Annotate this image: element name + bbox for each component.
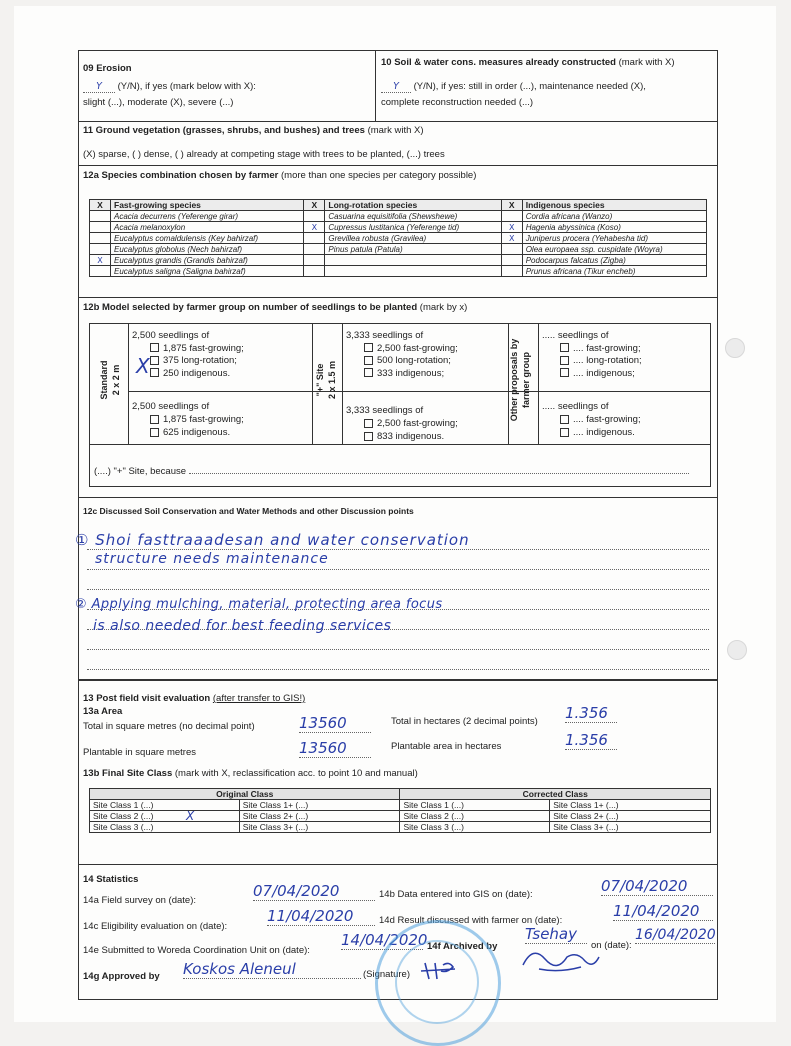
because-line (189, 473, 689, 474)
divider (79, 864, 717, 865)
table-row (90, 811, 711, 822)
option-text: 2,500 fast-growing; (377, 342, 458, 354)
divider (128, 391, 710, 392)
erosion-title: 09 Erosion (83, 63, 132, 74)
checkbox[interactable] (150, 368, 159, 377)
total-sqm-value[interactable]: 13560 (299, 714, 371, 733)
other-proposals-label: Other proposals by farmer group (509, 338, 531, 422)
option-line (542, 413, 641, 426)
punch-hole-bottom (727, 640, 747, 660)
standard-a-mark: X (136, 354, 150, 378)
swc-title: 10 Soil & water cons. measures already constructed (381, 57, 616, 68)
stat-14d-value[interactable]: 11/04/2020 (613, 902, 713, 921)
divider (312, 324, 313, 444)
species-table (89, 199, 707, 277)
fast-growing-header: Fast-growing species (111, 200, 304, 211)
stat-14f-label: 14f Archived by (427, 941, 498, 952)
table-row (90, 244, 707, 255)
species-mark (304, 244, 325, 255)
stats-title: 14 Statistics (83, 874, 139, 885)
vegetation-title: 11 Ground vegetation (grasses, shrubs, and bushes) and trees (83, 125, 365, 136)
divider (79, 497, 717, 498)
species-cell: Olea europaea ssp. cuspidate (Woyra) (522, 244, 706, 255)
species-cell (325, 266, 501, 277)
species-mark (90, 222, 111, 233)
option-text: 500 long-rotation; (377, 355, 451, 366)
model-title-note: (mark by x) (419, 302, 468, 313)
option-line (542, 355, 642, 368)
stat-14b-value[interactable]: 07/04/2020 (601, 877, 713, 896)
option-text: 250 indigenous. (163, 367, 231, 379)
swc-yn-text: (Y/N), if yes: still in order (...), maintenance needed (X), (413, 81, 646, 92)
x-col-header: X (90, 200, 111, 211)
stat-14e-label: 14e Submitted to Woreda Coordination Unit on (date): (83, 945, 310, 956)
option-line (542, 368, 642, 381)
plantable-ha-value[interactable]: 1.356 (565, 731, 617, 750)
stat-14b-label: 14b Data entered into GIS on (date): (379, 889, 533, 900)
class-cell[interactable]: Site Class 3 (...) (90, 822, 240, 833)
class-cell[interactable]: Site Class 1+ (...) (239, 800, 400, 811)
class-cell[interactable]: Site Class 3 (...) (400, 822, 550, 833)
option-text: .... fast-growing; (573, 414, 641, 425)
erosion-yn-mark: Y (83, 81, 115, 93)
option-head: ..... seedlings of (542, 401, 609, 412)
checkbox[interactable] (364, 432, 373, 441)
table-row (90, 800, 711, 811)
eval-title-note: (after transfer to GIS!) (212, 693, 306, 704)
class-title: 13b Final Site Class (83, 768, 173, 779)
species-cell: Pinus patula (Patula) (325, 244, 501, 255)
class-cell[interactable]: Site Class 3+ (...) (239, 822, 400, 833)
plus-option-a[interactable] (346, 330, 458, 380)
option-head: 2,500 seedlings of (132, 401, 210, 412)
table-row (90, 266, 707, 277)
species-mark: X (501, 233, 522, 244)
checkbox[interactable] (150, 415, 159, 424)
class-cell[interactable]: Site Class 1 (...) (90, 800, 240, 811)
discussion-note-1a: ① Shoi fasttraaadesan and water conservation (75, 531, 470, 549)
class-title-note: (mark with X, reclassification acc. to point 10 and manual) (174, 768, 418, 779)
option-text: .... long-rotation; (573, 355, 642, 366)
species-cell: Casuarina equisitifolia (Shewshewe) (325, 211, 501, 222)
option-line (346, 368, 458, 381)
form-frame (75, 50, 718, 1000)
standard-label: Standard 2 x 2 m (99, 360, 121, 400)
model-title-row (83, 302, 467, 313)
discussion-note-2b: is also needed for best feeding services (93, 618, 392, 634)
species-title-note: (more than one species per category possible) (281, 170, 477, 181)
class-cell-marked[interactable] (90, 811, 240, 822)
option-text: 1,875 fast-growing; (163, 414, 244, 425)
species-header-row (90, 200, 707, 211)
plus-site-because-row[interactable] (94, 466, 702, 477)
option-head: 3,333 seedlings of (346, 405, 424, 416)
species-mark: X (90, 255, 111, 266)
species-mark (90, 266, 111, 277)
stat-14e-value[interactable]: 14/04/2020 (341, 931, 428, 949)
corrected-class-header: Corrected Class (400, 789, 711, 800)
stat-14d-label: 14d Result discussed with farmer on (date): (379, 915, 563, 926)
species-cell (325, 255, 501, 266)
checkbox[interactable] (560, 356, 569, 365)
model-title: 12b Model selected by farmer group on number of seedlings to be planted (83, 302, 418, 313)
writing-line (87, 669, 709, 670)
option-line (542, 343, 642, 356)
species-mark (501, 244, 522, 255)
option-text: .... indigenous. (573, 427, 635, 438)
discussion-note-1b: structure needs maintenance (95, 551, 329, 567)
signature-label: (Signature) (363, 969, 410, 980)
option-text: 333 indigenous; (377, 367, 445, 379)
stat-14f-date-label: on (date): (591, 940, 632, 951)
stat-14f-name[interactable]: Tsehay (525, 925, 587, 944)
species-cell: Prunus africana (Tikur encheb) (522, 266, 706, 277)
species-mark (501, 266, 522, 277)
model-box (89, 323, 711, 487)
option-line (346, 417, 458, 430)
divider (375, 51, 376, 121)
table-row (90, 222, 707, 233)
stat-14f-value[interactable]: 16/04/2020 (635, 927, 716, 943)
option-line (346, 343, 458, 356)
writing-line (87, 549, 709, 550)
option-text: 375 long-rotation; (163, 355, 237, 366)
punch-hole-top (725, 338, 745, 358)
table-row (90, 211, 707, 222)
option-line (132, 426, 244, 439)
species-mark (304, 266, 325, 277)
total-sqm-label: Total in square metres (no decimal point) (83, 721, 255, 732)
writing-line (87, 589, 709, 590)
option-text: 1,875 fast-growing; (163, 342, 244, 354)
species-cell: Eucalyptus grandis (Grandis bahirzaf) (111, 255, 304, 266)
species-cell: Acacia decurrens (Yeferenge girar) (111, 211, 304, 222)
erosion-yn-row (83, 81, 256, 93)
species-mark (304, 233, 325, 244)
checkbox[interactable] (150, 356, 159, 365)
species-cell: Cordia africana (Wanzo) (522, 211, 706, 222)
class-mark: X (186, 809, 195, 823)
plus-option-b[interactable] (346, 404, 458, 443)
class-header-row (90, 789, 711, 800)
official-stamp-inner (395, 940, 479, 1024)
option-head: 3,333 seedlings of (346, 330, 424, 341)
stat-14c-value[interactable]: 11/04/2020 (267, 907, 375, 926)
table-row (90, 255, 707, 266)
plantable-sqm-value[interactable]: 13560 (299, 739, 371, 758)
other-option-a[interactable] (542, 330, 642, 380)
stat-14a-value[interactable]: 07/04/2020 (253, 882, 375, 901)
species-mark (90, 233, 111, 244)
stat-14a-label: 14a Field survey on (date): (83, 895, 197, 906)
vegetation-options: (X) sparse, ( ) dense, ( ) already at competing stage with trees to be planted, (...) trees (83, 149, 445, 160)
divider (79, 679, 717, 681)
table-row (90, 233, 707, 244)
swc-title-note: (mark with X) (618, 57, 675, 68)
species-mark (501, 211, 522, 222)
checkbox[interactable] (560, 428, 569, 437)
original-class-header: Original Class (90, 789, 400, 800)
species-cell: Eucalyptus saligna (Saligna bahirzaf) (111, 266, 304, 277)
checkbox[interactable] (560, 368, 569, 377)
option-line (132, 413, 244, 426)
species-cell: Eucalyptus comaldulensis (Key bahirzaf) (111, 233, 304, 244)
plantable-sqm-label: Plantable in square metres (83, 747, 197, 758)
total-ha-value[interactable]: 1.356 (565, 704, 617, 723)
swc-line2: complete reconstruction needed (...) (381, 97, 534, 108)
option-text: .... indigenous; (573, 367, 635, 379)
species-cell: Eucalyptus globolus (Nech bahirzaf) (111, 244, 304, 255)
standard-option-b[interactable] (132, 400, 244, 439)
class-cell[interactable]: Site Class 2+ (...) (239, 811, 400, 822)
eval-title: 13 Post field visit evaluation (83, 693, 211, 704)
option-head: 2,500 seedlings of (132, 330, 210, 341)
species-cell: Hagenia abyssinica (Koso) (522, 222, 706, 233)
species-title-row (83, 170, 476, 181)
site-class-table (89, 788, 711, 833)
checkbox[interactable] (150, 343, 159, 352)
table-row (90, 822, 711, 833)
divider (79, 165, 717, 166)
other-option-b[interactable] (542, 400, 641, 439)
stat-14g-label: 14g Approved by (83, 971, 160, 982)
checkbox[interactable] (364, 343, 373, 352)
class-cell[interactable]: Site Class 1 (...) (400, 800, 550, 811)
option-line (542, 426, 641, 439)
species-mark: X (304, 222, 325, 233)
class-cell-text: Site Class 2 (...) (93, 811, 154, 821)
eval-title-row (83, 693, 305, 704)
species-mark (90, 211, 111, 222)
vegetation-title-note: (mark with X) (367, 125, 424, 136)
checkbox[interactable] (560, 415, 569, 424)
divider (90, 444, 710, 445)
species-mark: X (501, 222, 522, 233)
checkbox[interactable] (364, 356, 373, 365)
plus-site-label: "+" Site 2 x 1.5 m (315, 360, 337, 400)
option-text: .... fast-growing; (573, 342, 641, 354)
checkbox[interactable] (364, 419, 373, 428)
discussion-title: 12c Discussed Soil Conservation and Water Methods and other Discussion points (83, 506, 414, 516)
option-head: ..... seedlings of (542, 330, 609, 341)
swc-yn-mark: Y (381, 81, 411, 93)
x-col-header: X (501, 200, 522, 211)
stat-14c-label: 14c Eligibility evaluation on (date): (83, 921, 228, 932)
option-text: 833 indigenous. (377, 431, 445, 442)
divider (342, 324, 343, 444)
archivist-signature (519, 941, 603, 975)
class-title-row (83, 768, 418, 779)
area-title: 13a Area (83, 706, 123, 717)
writing-line (87, 569, 709, 570)
indigenous-header: Indigenous species (522, 200, 706, 211)
divider (79, 121, 717, 122)
swc-yn-row (381, 81, 646, 93)
species-cell: Podocarpus falcatus (Zigba) (522, 255, 706, 266)
species-title: 12a Species combination chosen by farmer (83, 170, 279, 181)
swc-title-row (381, 57, 675, 68)
species-mark (501, 255, 522, 266)
class-cell[interactable]: Site Class 2+ (...) (550, 811, 711, 822)
discussion-note-2a: ② Applying mulching, material, protecting area focus (75, 597, 443, 612)
species-mark (304, 211, 325, 222)
total-ha-label: Total in hectares (2 decimal points) (391, 716, 538, 727)
checkbox[interactable] (364, 368, 373, 377)
erosion-levels: slight (...), moderate (X), severe (...) (83, 97, 234, 108)
option-text: 625 indigenous. (163, 427, 231, 438)
option-line (346, 355, 458, 368)
divider (79, 297, 717, 298)
species-cell: Acacia melanoxylon (111, 222, 304, 233)
plantable-ha-label: Plantable area in hectares (391, 741, 502, 752)
writing-line (87, 649, 709, 650)
species-cell: Juniperus procera (Yehabesha tid) (522, 233, 706, 244)
option-line (346, 430, 458, 443)
checkbox[interactable] (150, 428, 159, 437)
divider (128, 324, 129, 444)
divider (538, 324, 539, 444)
species-mark (304, 255, 325, 266)
checkbox[interactable] (560, 343, 569, 352)
class-cell[interactable]: Site Class 2 (...) (400, 811, 550, 822)
species-cell: Cupressus lustitanica (Yeferenge tid) (325, 222, 501, 233)
option-text: 2,500 fast-growing; (377, 418, 458, 429)
vegetation-title-row (83, 125, 424, 136)
stat-14g-name[interactable]: Koskos Aleneul (183, 960, 361, 979)
class-cell[interactable]: Site Class 3+ (...) (550, 822, 711, 833)
long-rotation-header: Long-rotation species (325, 200, 501, 211)
species-cell: Grevillea robusta (Gravilea) (325, 233, 501, 244)
class-cell[interactable]: Site Class 1+ (...) (550, 800, 711, 811)
plus-site-because-label: (....) "+" Site, because (94, 466, 187, 477)
species-mark (90, 244, 111, 255)
x-col-header: X (304, 200, 325, 211)
erosion-yn-text: (Y/N), if yes (mark below with X): (117, 81, 256, 92)
